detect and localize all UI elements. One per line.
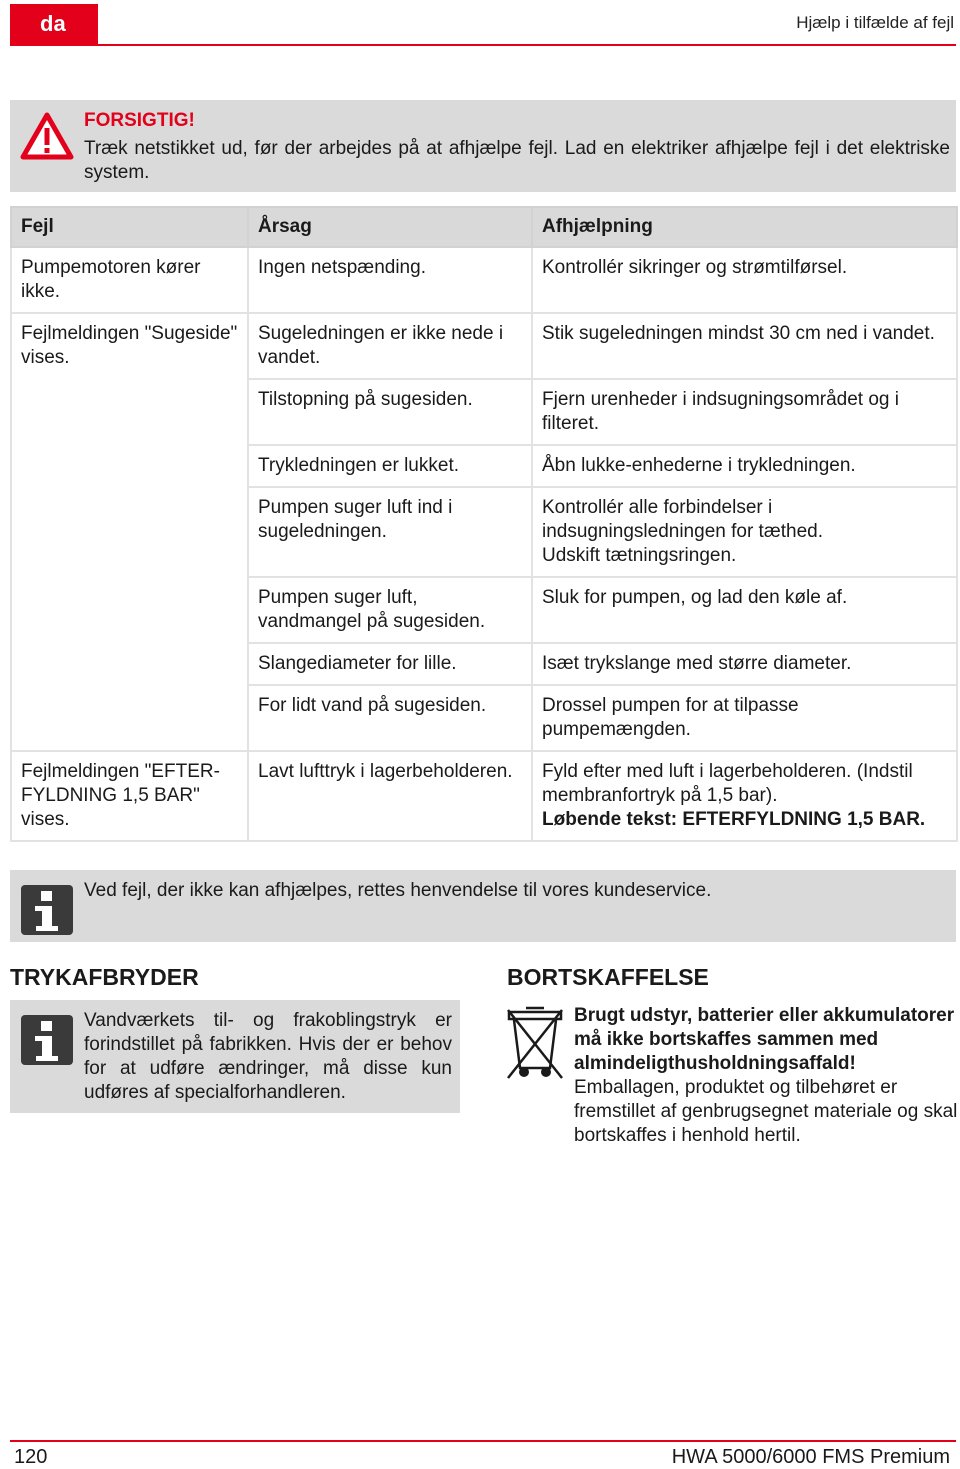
page-number: 120 (14, 1446, 48, 1468)
remedy-line-bold: Løbende tekst: EFTERFYLDNING 1,5 BAR. (542, 809, 926, 830)
caution-title: FORSIGTIG! (84, 110, 195, 131)
cause-cell: Trykledningen er lukket. (248, 445, 532, 487)
model-name: HWA 5000/6000 FMS Premium (671, 1446, 950, 1468)
remedy-cell (532, 487, 957, 577)
service-note-box (10, 870, 956, 942)
cause-cell: Tilstopning på sugesiden. (248, 379, 532, 445)
cause-cell: For lidt vand på sugesiden. (248, 685, 532, 751)
cause-cell: Slangediameter for lille. (248, 643, 532, 685)
table-row (11, 313, 957, 379)
header-rule (10, 44, 956, 46)
cause-cell: Pumpen suger luft ind i sugeledningen. (248, 487, 532, 577)
remedy-cell: Stik sugeledningen mindst 30 cm ned i vandet. (532, 313, 957, 379)
table-row (11, 247, 957, 313)
remedy-cell: Isæt trykslange med større diameter. (532, 643, 957, 685)
disposal-warning: Brugt udstyr, batterier eller akkumulatorer må ikke bortskaffes sammen med almindeligthusholdningsaffald! (574, 1005, 955, 1074)
service-note-text: Ved fejl, der ikke kan afhjælpes, rettes henvendelse til vores kundeservice. (84, 880, 712, 901)
fault-cell: Pumpemotoren kører ikke. (11, 247, 248, 313)
language-tab: da (10, 4, 98, 44)
pressure-switch-text: Vandværkets til- og frakoblingstryk er forindstillet på fabrikken. Hvis der er behov for at udføre ændringer, må disse kun udføres af specialforhandleren. (84, 1010, 452, 1103)
table-row (11, 751, 957, 841)
disposal-text: Emballagen, produktet og tilbehøret er fremstillet af genbrugsegnet materiale og skal bortskaffes i henhold hertil. (574, 1077, 958, 1146)
fault-cell: Fejlmeldingen "EFTERFYLDNING 1,5 BAR" vises. (11, 751, 248, 841)
header-fault: Fejl (11, 207, 248, 247)
remedy-cell: Fjern urenheder i indsugningsområdet og i filteret. (532, 379, 957, 445)
header-cause: Årsag (248, 207, 532, 247)
fault-cell: Fejlmeldingen "Sugeside" vises. (11, 313, 248, 751)
cause-cell: Ingen netspænding. (248, 247, 532, 313)
header-remedy: Afhjælpning (532, 207, 957, 247)
warning-triangle-icon (20, 112, 74, 165)
crossed-wheelie-bin-icon (506, 1006, 564, 1087)
disposal-heading: BORTSKAFFELSE (507, 964, 709, 990)
cause-cell: Pumpen suger luft, vandmangel på sugesiden. (248, 577, 532, 643)
cause-cell: Lavt lufttryk i lagerbeholderen. (248, 751, 532, 841)
table-header-row (11, 207, 957, 247)
remedy-cell: Kontrollér sikringer og strømtilførsel. (532, 247, 957, 313)
pressure-switch-heading: TRYKAFBRYDER (10, 964, 199, 990)
info-icon (20, 884, 74, 941)
remedy-line: Udskift tætningsringen. (542, 545, 737, 566)
caution-box (10, 100, 956, 192)
remedy-cell: Sluk for pumpen, og lad den køle af. (532, 577, 957, 643)
fault-table (10, 206, 958, 842)
remedy-cell: Drossel pumpen for at tilpasse pumpemængden. (532, 685, 957, 751)
remedy-cell (532, 751, 957, 841)
remedy-line: Fyld efter med luft i lagerbeholderen. (Indstil membranfortryk på 1,5 bar). (542, 761, 913, 806)
remedy-cell: Åbn lukke-enhederne i trykledningen. (532, 445, 957, 487)
info-icon (20, 1014, 74, 1071)
cause-cell: Sugeledningen er ikke nede i vandet. (248, 313, 532, 379)
remedy-line: Kontrollér alle forbindelser i indsugningsledningen for tæthed. (542, 497, 823, 542)
page-header-title: Hjælp i tilfælde af fejl (796, 13, 954, 32)
pressure-switch-box (10, 1000, 460, 1113)
caution-text: Træk netstikket ud, før der arbejdes på at afhjælpe fejl. Lad en elektriker afhjælpe fejl i det elektriske system. (84, 138, 950, 183)
footer-rule (10, 1440, 956, 1442)
